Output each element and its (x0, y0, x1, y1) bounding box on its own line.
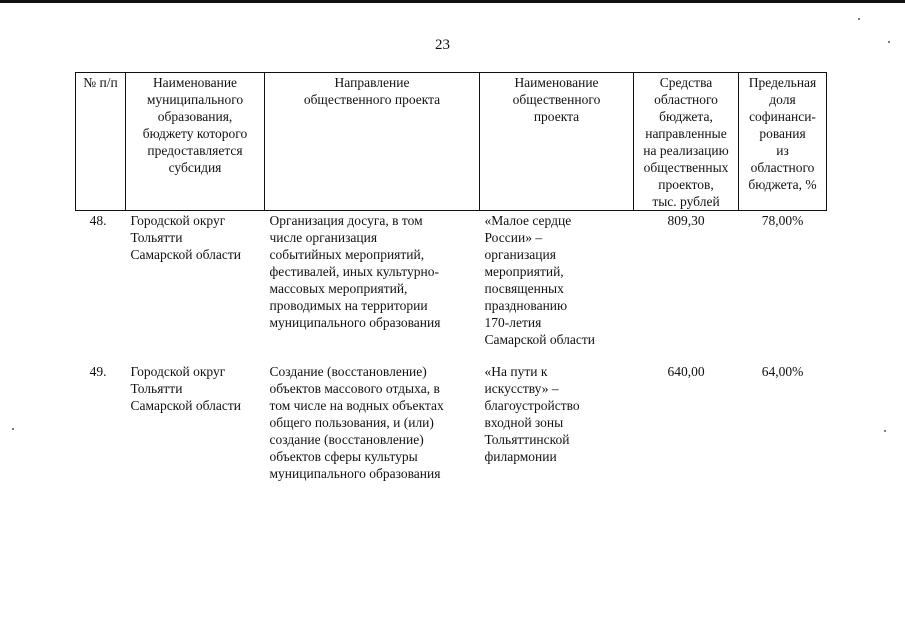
row-number: 49. (89, 364, 107, 379)
header-funds: Средства областного бюджета, направленные на реализацию общественных проектов, тыс. рублей (634, 73, 739, 211)
scan-speck (884, 430, 886, 432)
row-municipality: Городской округ Тольятти Самарской области (130, 364, 242, 413)
row-direction: Организация досуга, в том числе организация событийных мероприятий, фестивалей, иных культурно- массовых мероприятий, проводимых на территории муниципального образования (269, 213, 441, 330)
row-funds: 809,30 (667, 213, 705, 228)
header-share: Предельная доля софинанси- рования из областного бюджета, % (739, 73, 827, 211)
subsidy-table (75, 72, 827, 482)
row-share: 64,00% (761, 364, 804, 379)
top-border-line (0, 0, 905, 3)
header-number: № п/п (76, 73, 126, 211)
table-header-row (76, 73, 827, 211)
table-row (76, 211, 827, 363)
header-project: Наименование общественного проекта (480, 73, 634, 211)
row-direction: Создание (восстановление) объектов массового отдыха, в том числе на водных объектах общего пользования, и (или) создание (восстановление) объектов сферы культуры муниципального образования (269, 364, 444, 481)
scan-speck (888, 41, 890, 43)
row-number: 48. (89, 213, 107, 228)
row-project: «На пути к искусству» – благоустройство входной зоны Тольяттинской филармонии (484, 364, 580, 464)
table-row (76, 362, 827, 482)
header-municipality: Наименование муниципального образования, бюджету которого предоставляется субсидия (126, 73, 265, 211)
row-funds: 640,00 (667, 364, 705, 379)
header-direction: Направление общественного проекта (265, 73, 480, 211)
row-project: «Малое сердце России» – организация мероприятий, посвященных празднованию 170-летия Самарской области (484, 213, 596, 347)
page-number: 23 (435, 37, 450, 53)
scan-speck (12, 428, 14, 430)
scan-speck (858, 18, 860, 20)
row-share: 78,00% (761, 213, 804, 228)
row-municipality: Городской округ Тольятти Самарской области (130, 213, 242, 262)
